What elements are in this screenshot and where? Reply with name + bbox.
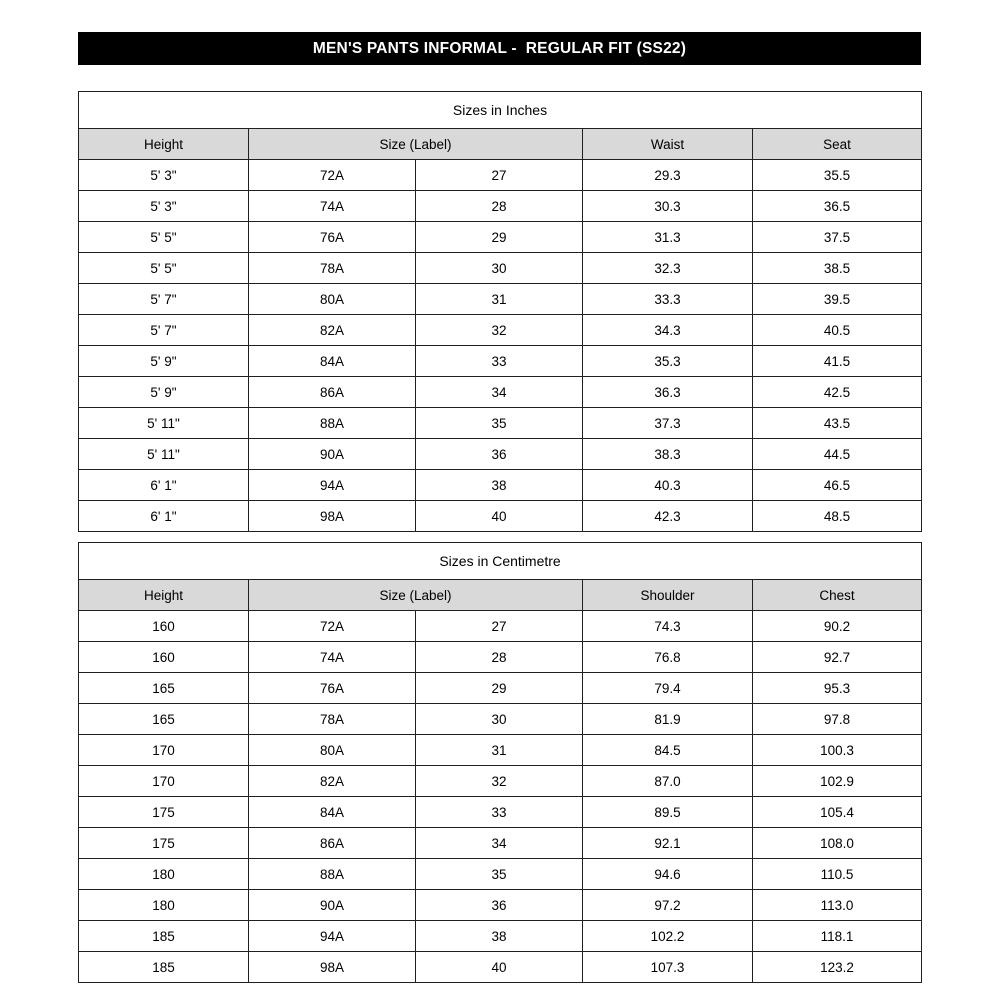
cell-size-label: 84A	[249, 346, 416, 377]
table-header-row	[79, 129, 922, 160]
cell-seat: 38.5	[753, 253, 922, 284]
cell-size-number: 36	[416, 439, 583, 470]
cell-size-label: 88A	[249, 859, 416, 890]
table-row	[79, 470, 922, 501]
cell-size-number: 32	[416, 766, 583, 797]
cell-shoulder: 94.6	[583, 859, 753, 890]
table-row	[79, 952, 922, 983]
column-header-shoulder: Shoulder	[583, 580, 753, 611]
cell-waist: 40.3	[583, 470, 753, 501]
column-header-chest: Chest	[753, 580, 922, 611]
table-row	[79, 408, 922, 439]
cell-size-label: 80A	[249, 735, 416, 766]
cell-shoulder: 92.1	[583, 828, 753, 859]
cell-chest: 123.2	[753, 952, 922, 983]
cell-height: 5' 9"	[79, 377, 249, 408]
cell-size-number: 28	[416, 191, 583, 222]
cell-size-label: 78A	[249, 253, 416, 284]
cell-waist: 37.3	[583, 408, 753, 439]
table-row	[79, 890, 922, 921]
cell-height: 165	[79, 673, 249, 704]
column-header-height: Height	[79, 129, 249, 160]
table-caption: Sizes in Inches	[79, 92, 922, 129]
cell-size-number: 29	[416, 222, 583, 253]
table-row	[79, 828, 922, 859]
cell-seat: 44.5	[753, 439, 922, 470]
table-row	[79, 346, 922, 377]
table-row	[79, 191, 922, 222]
cell-shoulder: 81.9	[583, 704, 753, 735]
cell-size-number: 33	[416, 797, 583, 828]
cell-chest: 92.7	[753, 642, 922, 673]
cell-size-label: 90A	[249, 439, 416, 470]
cell-size-number: 29	[416, 673, 583, 704]
cell-size-number: 27	[416, 160, 583, 191]
table-row	[79, 501, 922, 532]
table-row	[79, 859, 922, 890]
cell-height: 170	[79, 766, 249, 797]
cell-height: 160	[79, 642, 249, 673]
cell-seat: 42.5	[753, 377, 922, 408]
table-caption-row	[79, 543, 922, 580]
cell-seat: 36.5	[753, 191, 922, 222]
cell-size-label: 74A	[249, 191, 416, 222]
column-header-seat: Seat	[753, 129, 922, 160]
cell-size-number: 27	[416, 611, 583, 642]
cell-size-number: 28	[416, 642, 583, 673]
cell-height: 185	[79, 952, 249, 983]
cell-size-label: 94A	[249, 470, 416, 501]
cell-seat: 48.5	[753, 501, 922, 532]
cell-chest: 110.5	[753, 859, 922, 890]
cell-size-label: 90A	[249, 890, 416, 921]
cell-seat: 41.5	[753, 346, 922, 377]
table-row	[79, 673, 922, 704]
table-row	[79, 704, 922, 735]
cell-waist: 32.3	[583, 253, 753, 284]
cell-height: 5' 3"	[79, 191, 249, 222]
table-caption-row	[79, 92, 922, 129]
cell-height: 5' 11"	[79, 408, 249, 439]
cell-shoulder: 74.3	[583, 611, 753, 642]
cell-waist: 36.3	[583, 377, 753, 408]
table-row	[79, 766, 922, 797]
cell-seat: 46.5	[753, 470, 922, 501]
cell-size-label: 88A	[249, 408, 416, 439]
cell-size-number: 34	[416, 828, 583, 859]
cell-shoulder: 79.4	[583, 673, 753, 704]
table-row	[79, 642, 922, 673]
cell-size-label: 78A	[249, 704, 416, 735]
cell-waist: 31.3	[583, 222, 753, 253]
table-row	[79, 253, 922, 284]
cell-size-label: 84A	[249, 797, 416, 828]
cell-size-number: 38	[416, 470, 583, 501]
cell-shoulder: 97.2	[583, 890, 753, 921]
cell-chest: 100.3	[753, 735, 922, 766]
cell-height: 175	[79, 828, 249, 859]
cell-chest: 105.4	[753, 797, 922, 828]
cell-height: 5' 5"	[79, 253, 249, 284]
cell-height: 5' 9"	[79, 346, 249, 377]
cell-waist: 29.3	[583, 160, 753, 191]
column-header-height: Height	[79, 580, 249, 611]
cell-chest: 108.0	[753, 828, 922, 859]
cell-size-label: 94A	[249, 921, 416, 952]
cell-waist: 30.3	[583, 191, 753, 222]
table-caption: Sizes in Centimetre	[79, 543, 922, 580]
cell-size-number: 35	[416, 859, 583, 890]
cell-size-number: 35	[416, 408, 583, 439]
cell-shoulder: 107.3	[583, 952, 753, 983]
cell-height: 185	[79, 921, 249, 952]
cell-size-number: 30	[416, 253, 583, 284]
table-row	[79, 377, 922, 408]
cell-height: 5' 7"	[79, 315, 249, 346]
cell-height: 165	[79, 704, 249, 735]
cell-waist: 35.3	[583, 346, 753, 377]
cell-size-label: 86A	[249, 828, 416, 859]
cell-size-number: 30	[416, 704, 583, 735]
cell-shoulder: 102.2	[583, 921, 753, 952]
cell-chest: 113.0	[753, 890, 922, 921]
cell-size-label: 82A	[249, 315, 416, 346]
cell-size-number: 33	[416, 346, 583, 377]
cell-shoulder: 87.0	[583, 766, 753, 797]
cell-size-label: 98A	[249, 501, 416, 532]
cell-height: 5' 3"	[79, 160, 249, 191]
cell-size-number: 31	[416, 284, 583, 315]
column-header-waist: Waist	[583, 129, 753, 160]
cell-height: 170	[79, 735, 249, 766]
cell-height: 5' 7"	[79, 284, 249, 315]
cell-height: 180	[79, 859, 249, 890]
table-row	[79, 222, 922, 253]
cell-size-label: 74A	[249, 642, 416, 673]
cell-size-number: 32	[416, 315, 583, 346]
cell-seat: 35.5	[753, 160, 922, 191]
table-row	[79, 439, 922, 470]
table-row	[79, 735, 922, 766]
cell-shoulder: 76.8	[583, 642, 753, 673]
cell-waist: 34.3	[583, 315, 753, 346]
cell-size-number: 40	[416, 952, 583, 983]
cell-size-number: 40	[416, 501, 583, 532]
cell-size-number: 36	[416, 890, 583, 921]
cell-height: 175	[79, 797, 249, 828]
cell-height: 160	[79, 611, 249, 642]
cell-size-label: 76A	[249, 222, 416, 253]
cell-waist: 33.3	[583, 284, 753, 315]
page-title: MEN'S PANTS INFORMAL - REGULAR FIT (SS22)	[312, 39, 687, 57]
cell-size-label: 82A	[249, 766, 416, 797]
cell-chest: 90.2	[753, 611, 922, 642]
cell-shoulder: 84.5	[583, 735, 753, 766]
sizes-in-centimetre-table	[78, 542, 922, 983]
cell-size-number: 38	[416, 921, 583, 952]
cell-shoulder: 89.5	[583, 797, 753, 828]
table-header-row	[79, 580, 922, 611]
cell-waist: 42.3	[583, 501, 753, 532]
table-row	[79, 160, 922, 191]
cell-size-number: 31	[416, 735, 583, 766]
cell-height: 5' 5"	[79, 222, 249, 253]
cell-size-number: 34	[416, 377, 583, 408]
cell-size-label: 98A	[249, 952, 416, 983]
cell-seat: 37.5	[753, 222, 922, 253]
cell-size-label: 76A	[249, 673, 416, 704]
cell-seat: 43.5	[753, 408, 922, 439]
column-header-size-label: Size (Label)	[249, 580, 583, 611]
cell-waist: 38.3	[583, 439, 753, 470]
cell-chest: 97.8	[753, 704, 922, 735]
sizes-in-inches-table	[78, 91, 922, 532]
cell-size-label: 72A	[249, 160, 416, 191]
cell-size-label: 86A	[249, 377, 416, 408]
table-row	[79, 797, 922, 828]
cell-seat: 39.5	[753, 284, 922, 315]
column-header-size-label: Size (Label)	[249, 129, 583, 160]
page-title-banner	[78, 32, 921, 65]
table-row	[79, 611, 922, 642]
cell-height: 180	[79, 890, 249, 921]
table-row	[79, 284, 922, 315]
table-row	[79, 315, 922, 346]
table-row	[79, 921, 922, 952]
cell-seat: 40.5	[753, 315, 922, 346]
cell-height: 5' 11"	[79, 439, 249, 470]
cell-height: 6' 1"	[79, 501, 249, 532]
cell-height: 6' 1"	[79, 470, 249, 501]
cell-chest: 102.9	[753, 766, 922, 797]
cell-size-label: 72A	[249, 611, 416, 642]
cell-chest: 118.1	[753, 921, 922, 952]
cell-chest: 95.3	[753, 673, 922, 704]
cell-size-label: 80A	[249, 284, 416, 315]
